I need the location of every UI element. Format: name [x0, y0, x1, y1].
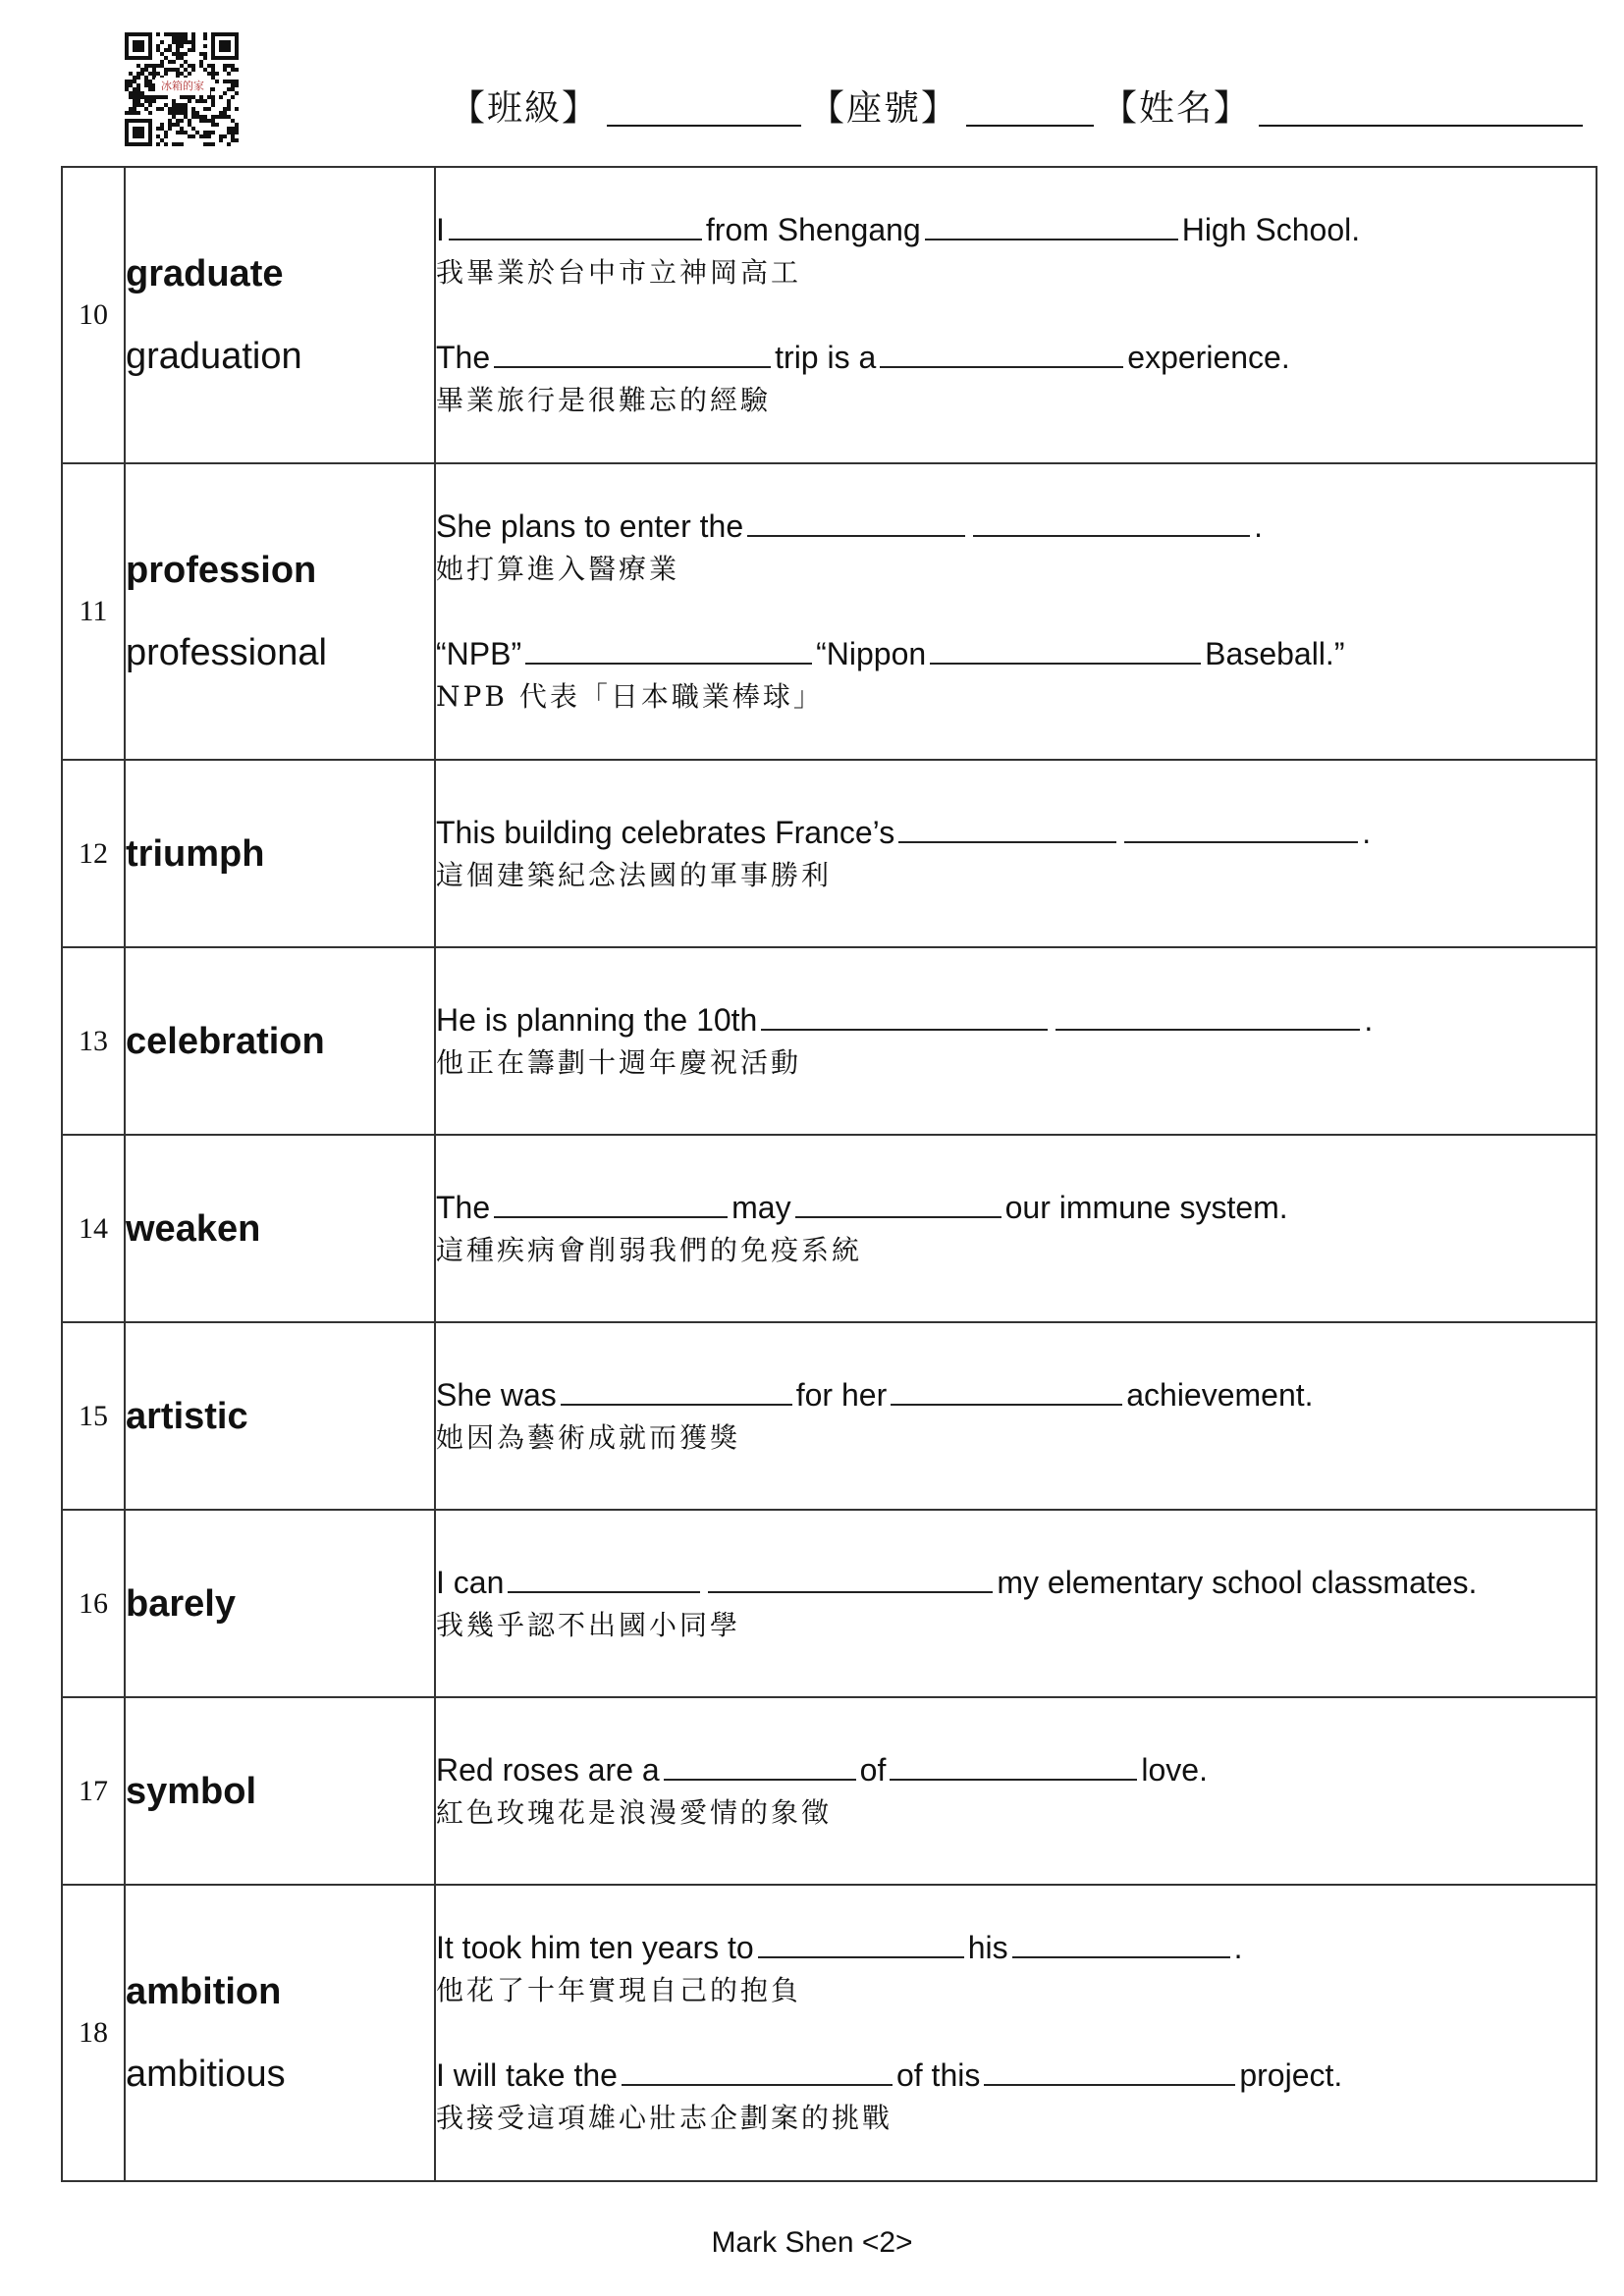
sentence-text: The [436, 1189, 491, 1225]
sentence-text: “NPB” [436, 636, 522, 671]
sentence-text: his [967, 1930, 1008, 1965]
vocab-word: symbol [126, 1770, 257, 1812]
qr-logo-label: 冰箱的家 [155, 78, 210, 95]
sentence-text: experience. [1127, 340, 1290, 375]
example [436, 813, 1596, 895]
english-sentence [436, 1928, 1596, 1967]
vocab-word-cell [125, 1697, 435, 1885]
english-sentence [436, 2056, 1596, 2095]
class-blank[interactable] [607, 91, 801, 127]
vocab-word-cell [125, 1135, 435, 1322]
chinese-translation: 他正在籌劃十週年慶祝活動 [436, 1045, 802, 1079]
sentence-text: She plans to enter the [436, 508, 744, 544]
sentence-text: Baseball.” [1205, 636, 1345, 671]
page-footer: Mark Shen <2> [711, 2226, 913, 2259]
sentence-text: love. [1141, 1751, 1208, 1788]
sentence-text: She was [436, 1376, 557, 1413]
sentence-text: It took him ten years to [436, 1930, 754, 1965]
example [436, 338, 1596, 420]
fill-in-blank[interactable] [891, 1378, 1122, 1406]
item-number: 15 [62, 1322, 125, 1510]
sentence-text: my elementary school classmates. [997, 1564, 1478, 1600]
english-sentence [436, 338, 1596, 377]
chinese-translation: 這個建築紀念法國的軍事勝利 [436, 858, 833, 891]
item-number: 17 [62, 1697, 125, 1885]
fill-in-blank[interactable] [508, 1566, 700, 1593]
sentence-text: . [1254, 508, 1263, 544]
vocab-word: ambition [126, 1971, 282, 2012]
english-sentence [436, 1563, 1596, 1602]
vocab-row [62, 947, 1597, 1135]
sentence-text: . [1362, 814, 1372, 850]
english-sentence [436, 210, 1596, 249]
vocab-word: weaken [126, 1207, 261, 1250]
vocab-word: profession [126, 550, 317, 591]
sentence-text: for her [795, 1376, 888, 1413]
fill-in-blank[interactable] [561, 1378, 792, 1406]
example [436, 1000, 1596, 1083]
example [436, 634, 1596, 717]
fill-in-blank[interactable] [890, 1753, 1137, 1781]
vocab-word-cell [125, 1322, 435, 1510]
vocab-word-cell [125, 1510, 435, 1697]
fill-in-blank[interactable] [1056, 1003, 1360, 1031]
vocab-derived-word: ambitious [126, 2054, 286, 2095]
sentence-text: “Nippon [816, 636, 927, 671]
fill-in-blank[interactable] [1124, 816, 1358, 843]
fill-in-blank[interactable] [761, 1003, 1048, 1031]
item-number: 13 [62, 947, 125, 1135]
vocabulary-table [61, 166, 1597, 2182]
sentence-text: project. [1239, 2057, 1343, 2093]
example [436, 1563, 1596, 1645]
english-sentence [436, 1188, 1596, 1227]
fill-in-blank[interactable] [984, 2058, 1235, 2086]
english-sentence [436, 813, 1596, 852]
class-label: 【班級】 [450, 88, 600, 129]
vocab-row [62, 463, 1597, 760]
name-label: 【姓名】 [1102, 88, 1252, 129]
sentence-text: trip is a [775, 340, 877, 375]
vocab-word-cell [125, 463, 435, 760]
example [436, 1928, 1596, 2010]
fill-in-blank[interactable] [449, 213, 702, 240]
item-number: 14 [62, 1135, 125, 1322]
fill-in-blank[interactable] [708, 1566, 993, 1593]
example-sentences-cell [435, 947, 1597, 1135]
vocab-word-cell [125, 167, 435, 463]
english-sentence [436, 507, 1596, 546]
example [436, 1375, 1596, 1458]
sentence-text: This building celebrates France’s [436, 814, 895, 850]
chinese-translation: 畢業旅行是很難忘的經驗 [436, 384, 772, 416]
sentence-text: I can [436, 1564, 505, 1600]
fill-in-blank[interactable] [925, 213, 1178, 240]
example-sentences-cell [435, 167, 1597, 463]
chinese-translation: 這種疾病會削弱我們的免疫系統 [436, 1233, 863, 1266]
english-sentence [436, 634, 1596, 673]
vocab-word: artistic [126, 1395, 248, 1437]
sentence-text: Red roses are a [436, 1751, 660, 1788]
sentence-text: our immune system. [1004, 1189, 1288, 1225]
example [436, 1188, 1596, 1270]
vocab-row [62, 1135, 1597, 1322]
sentence-text: achievement. [1126, 1376, 1314, 1413]
sentence-text: The [436, 340, 491, 375]
example-sentences-cell [435, 1322, 1597, 1510]
sentence-text: I will take the [436, 2057, 618, 2093]
fill-in-blank[interactable] [795, 1191, 1001, 1218]
chinese-translation: 紅色玫瑰花是浪漫愛情的象徵 [436, 1795, 833, 1829]
fill-in-blank[interactable] [664, 1753, 856, 1781]
vocab-word-cell [125, 760, 435, 947]
fill-in-blank[interactable] [930, 637, 1201, 665]
item-number: 11 [62, 463, 125, 760]
vocab-row [62, 1697, 1597, 1885]
chinese-translation: 他花了十年實現自己的抱負 [436, 1974, 802, 2006]
sentence-text: may [731, 1189, 791, 1225]
example-sentences-cell [435, 760, 1597, 947]
sentence-text: from Shengang [705, 212, 921, 247]
fill-in-blank[interactable] [525, 637, 812, 665]
item-number: 12 [62, 760, 125, 947]
vocab-row [62, 1885, 1597, 2181]
item-number: 16 [62, 1510, 125, 1697]
fill-in-blank[interactable] [973, 509, 1250, 537]
vocab-word-cell [125, 1885, 435, 2181]
example [436, 1750, 1596, 1833]
chinese-translation: 我幾乎認不出國小同學 [436, 1608, 741, 1641]
sentence-text: High School. [1181, 212, 1361, 247]
item-number: 10 [62, 167, 125, 463]
example [436, 507, 1596, 589]
fill-in-blank[interactable] [1012, 1931, 1230, 1958]
chinese-translation: 我畢業於台中市立神岡高工 [436, 256, 802, 289]
sentence-text: He is planning the 10th [436, 1001, 758, 1038]
name-blank[interactable] [1259, 91, 1583, 127]
sentence-text: of [859, 1751, 887, 1788]
example [436, 210, 1596, 293]
seat-label: 【座號】 [809, 88, 959, 129]
vocab-derived-word: graduation [126, 336, 302, 377]
example-sentences-cell [435, 1885, 1597, 2181]
english-sentence [436, 1000, 1596, 1040]
english-sentence [436, 1750, 1596, 1789]
fill-in-blank[interactable] [758, 1931, 964, 1958]
chinese-translation: 她打算進入醫療業 [436, 553, 680, 585]
fill-in-blank[interactable] [747, 509, 965, 537]
example-sentences-cell [435, 1135, 1597, 1322]
example-sentences-cell [435, 1510, 1597, 1697]
sentence-text: . [1364, 1001, 1374, 1038]
fill-in-blank[interactable] [494, 341, 771, 368]
vocab-row [62, 1510, 1597, 1697]
english-sentence [436, 1375, 1596, 1415]
chinese-translation: NPB 代表「日本職業棒球」 [436, 680, 824, 713]
example-sentences-cell [435, 463, 1597, 760]
chinese-translation: 我接受這項雄心壯志企劃案的挑戰 [436, 2102, 893, 2134]
item-number: 18 [62, 1885, 125, 2181]
sentence-text: I [436, 212, 445, 247]
vocab-word-cell [125, 947, 435, 1135]
fill-in-blank[interactable] [622, 2058, 893, 2086]
example-sentences-cell [435, 1697, 1597, 1885]
vocab-derived-word: professional [126, 632, 327, 673]
chinese-translation: 她因為藝術成就而獲獎 [436, 1420, 741, 1454]
vocab-word: triumph [126, 832, 265, 875]
fill-in-blank[interactable] [898, 816, 1116, 843]
sentence-text: . [1233, 1930, 1243, 1965]
vocab-row [62, 760, 1597, 947]
sentence-text: of this [895, 2057, 981, 2093]
student-info-header [450, 80, 1591, 131]
vocab-word: graduate [126, 253, 284, 294]
vocab-row [62, 1322, 1597, 1510]
fill-in-blank[interactable] [494, 1191, 728, 1218]
fill-in-blank[interactable] [880, 341, 1123, 368]
seat-blank[interactable] [966, 91, 1094, 127]
vocab-word: celebration [126, 1020, 325, 1062]
vocab-row [62, 167, 1597, 463]
vocab-word: barely [126, 1582, 236, 1625]
example [436, 2056, 1596, 2138]
